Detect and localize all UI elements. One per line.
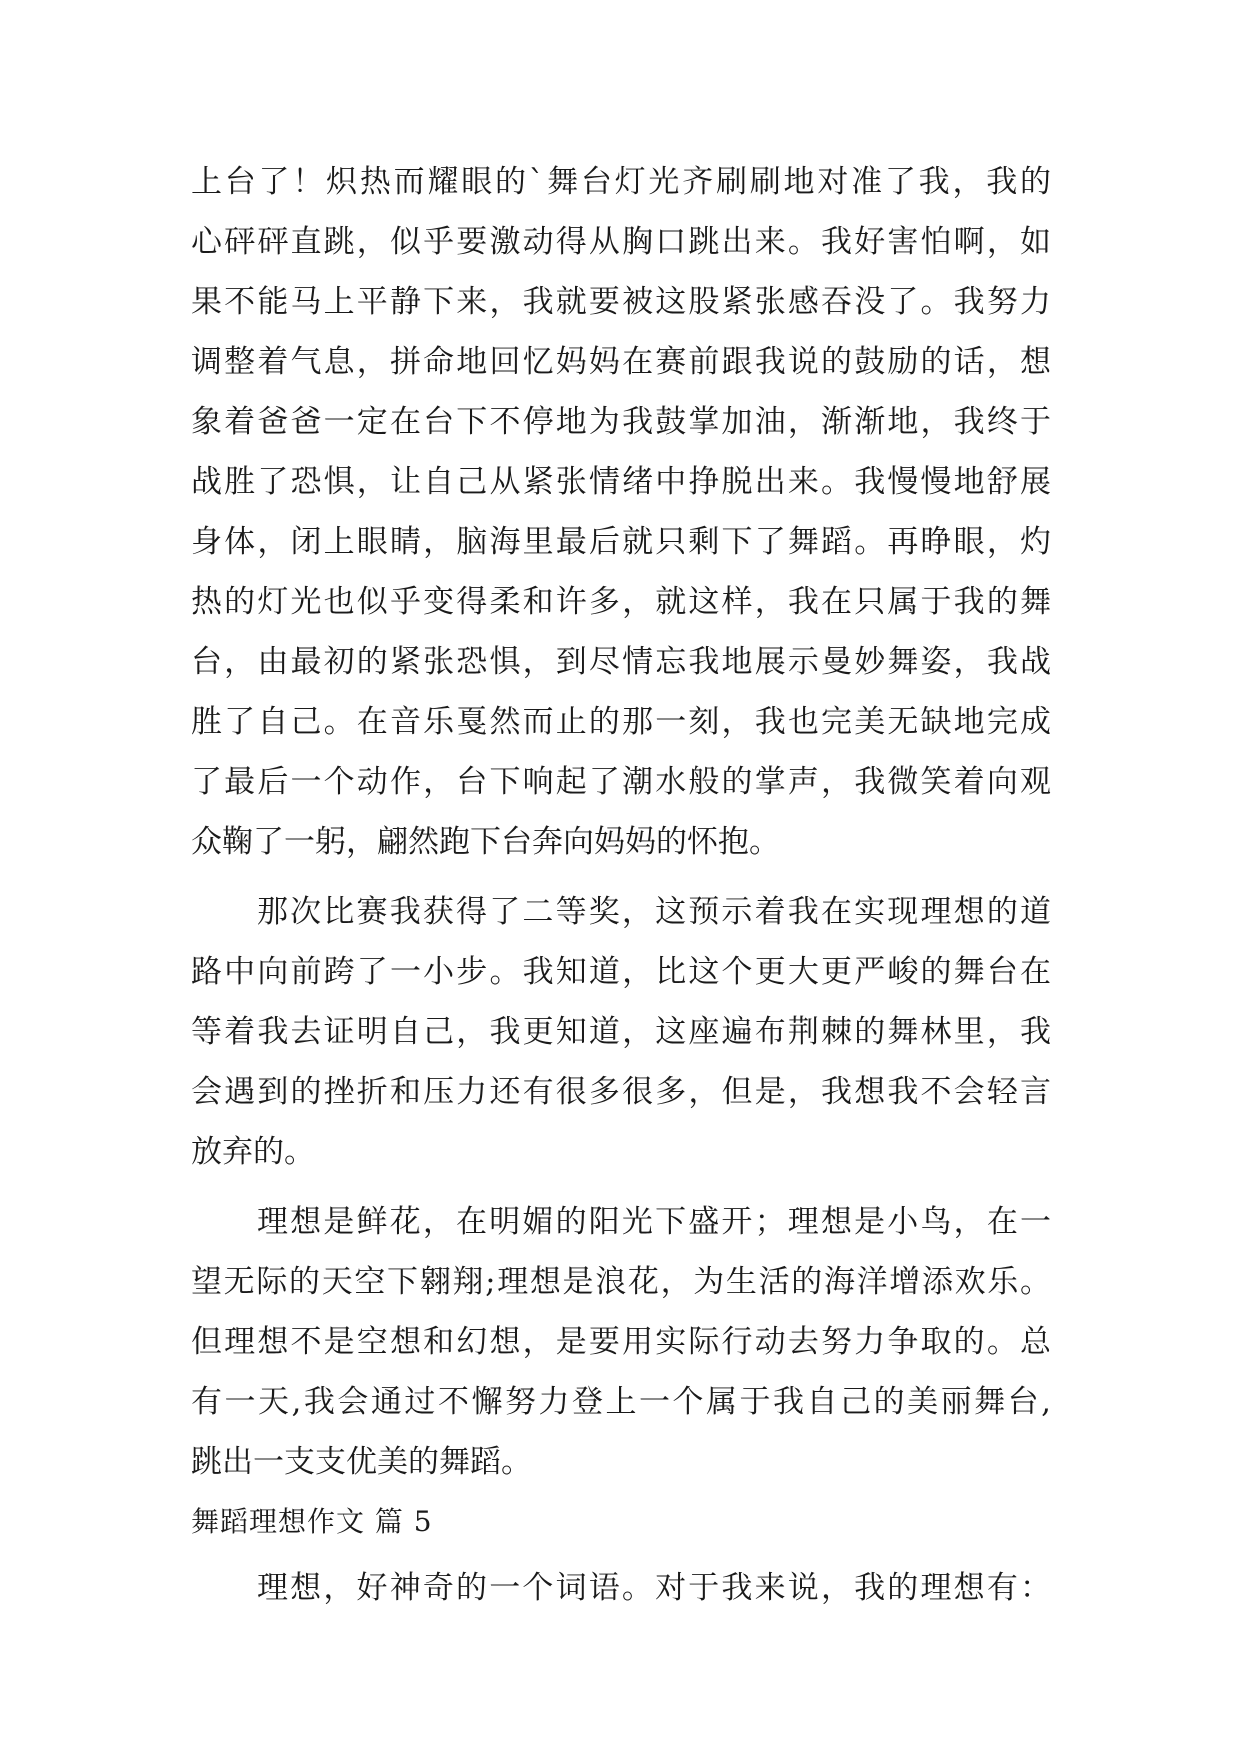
paragraph-3-line-5: 跳出一支支优美的舞蹈。 bbox=[191, 1444, 532, 1480]
paragraph-2-line-1: 那次比赛我获得了二等奖，这预示着我在实现理想的道 bbox=[257, 894, 1051, 930]
paragraph-2-line-4: 会遇到的挫折和压力还有很多很多，但是，我想我不会轻言 bbox=[191, 1074, 1051, 1110]
paragraph-1-line-4: 调整着气息，拼命地回忆妈妈在赛前跟我说的鼓励的话，想 bbox=[191, 344, 1051, 380]
paragraph-3-line-4: 有一天,我会通过不懈努力登上一个属于我自己的美丽舞台, bbox=[191, 1384, 1051, 1420]
paragraph-2-line-2: 路中向前跨了一小步。我知道，比这个更大更严峻的舞台在 bbox=[191, 954, 1051, 990]
paragraph-1-line-10: 胜了自己。在音乐戛然而止的那一刻，我也完美无缺地完成 bbox=[191, 704, 1051, 740]
paragraph-1-line-11: 了最后一个动作，台下响起了潮水般的掌声，我微笑着向观 bbox=[191, 764, 1051, 800]
paragraph-1-line-6: 战胜了恐惧，让自己从紧张情绪中挣脱出来。我慢慢地舒展 bbox=[191, 464, 1051, 500]
paragraph-3-line-2: 望无际的天空下翱翔;理想是浪花，为生活的海洋增添欢乐。 bbox=[191, 1264, 1051, 1300]
paragraph-1-line-2: 心砰砰直跳，似乎要激动得从胸口跳出来。我好害怕啊，如 bbox=[191, 224, 1051, 260]
paragraph-1-line-7: 身体，闭上眼睛，脑海里最后就只剩下了舞蹈。再睁眼，灼 bbox=[191, 524, 1051, 560]
paragraph-3-line-1: 理想是鲜花，在明媚的阳光下盛开；理想是小鸟，在一 bbox=[257, 1204, 1051, 1240]
paragraph-1-line-12: 众鞠了一躬，翩然跑下台奔向妈妈的怀抱。 bbox=[191, 824, 780, 860]
paragraph-1-line-8: 热的灯光也似乎变得柔和许多，就这样，我在只属于我的舞 bbox=[191, 584, 1051, 620]
paragraph-1-line-5: 象着爸爸一定在台下不停地为我鼓掌加油，渐渐地，我终于 bbox=[191, 404, 1051, 440]
paragraph-1-line-3: 果不能马上平静下来，我就要被这股紧张感吞没了。我努力 bbox=[191, 284, 1051, 320]
paragraph-4-line-1: 理想，好神奇的一个词语。对于我来说，我的理想有： bbox=[257, 1570, 1051, 1606]
paragraph-1-line-1: 上台了！炽热而耀眼的`舞台灯光齐刷刷地对准了我，我的 bbox=[191, 164, 1051, 200]
section-heading: 舞蹈理想作文 篇 5 bbox=[191, 1505, 433, 1538]
paragraph-1-line-9: 台，由最初的紧张恐惧，到尽情忘我地展示曼妙舞姿，我战 bbox=[191, 644, 1051, 680]
paragraph-2-line-3: 等着我去证明自己，我更知道，这座遍布荆棘的舞林里，我 bbox=[191, 1014, 1051, 1050]
paragraph-2-line-5: 放弃的。 bbox=[191, 1134, 315, 1170]
paragraph-3-line-3: 但理想不是空想和幻想，是要用实际行动去努力争取的。总 bbox=[191, 1324, 1051, 1360]
